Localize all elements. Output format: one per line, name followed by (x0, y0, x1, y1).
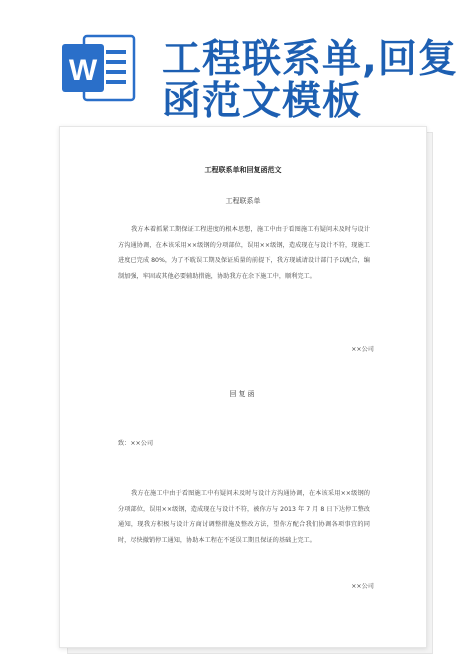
page-header (0, 0, 474, 124)
document-preview (59, 126, 431, 650)
page-title-line2: 函范文模板 (162, 79, 363, 124)
section1-signature: ××公司 (351, 346, 374, 353)
word-logo-letter: W (68, 54, 98, 87)
section2-paragraph: 我方在施工中由于看图施工中有疑问未及时与设计方沟通协调，在本该采用××级钢的分项部位，误用××级钢，造成现在与设计不符，被你方与 2013 年 7 月 8 日下达停工整改通知，现我方积极与设计方商讨调整措施及整改方法，望你方配合我们协调各项事宜的同时，尽快撤销停工通知，协助本工程在不延误工期且保证的基础上完工。 (118, 490, 370, 544)
section1-title: 工程联系单 (225, 197, 261, 205)
section2-signature: ××公司 (351, 583, 374, 590)
word-doc-icon (60, 30, 136, 106)
document-body (60, 127, 426, 647)
page-title-line1: 工程联系单,回复 (162, 37, 458, 82)
document-title: 工程联系单和回复函范文 (204, 166, 282, 174)
section2-title: 回复函 (229, 390, 257, 398)
section2-recipient: 致：××公司 (118, 440, 154, 447)
section1-paragraph: 我方本着抓紧工期保证工程进度的根本思想，施工中由于看图施工有疑问未及时与设计方沟通协调，在本该采用××级钢的分项部位，误用××级钢，造成现在与设计不符，现施工进度已完成 80%，为了不耽误工期及保证质量的前提下，我方现诚请设计部门予以配合，编制加强，牢固或其他必要辅助措施，协助我方在余下施工中，顺利完工。 (118, 226, 370, 280)
paper-sheet (59, 126, 427, 648)
